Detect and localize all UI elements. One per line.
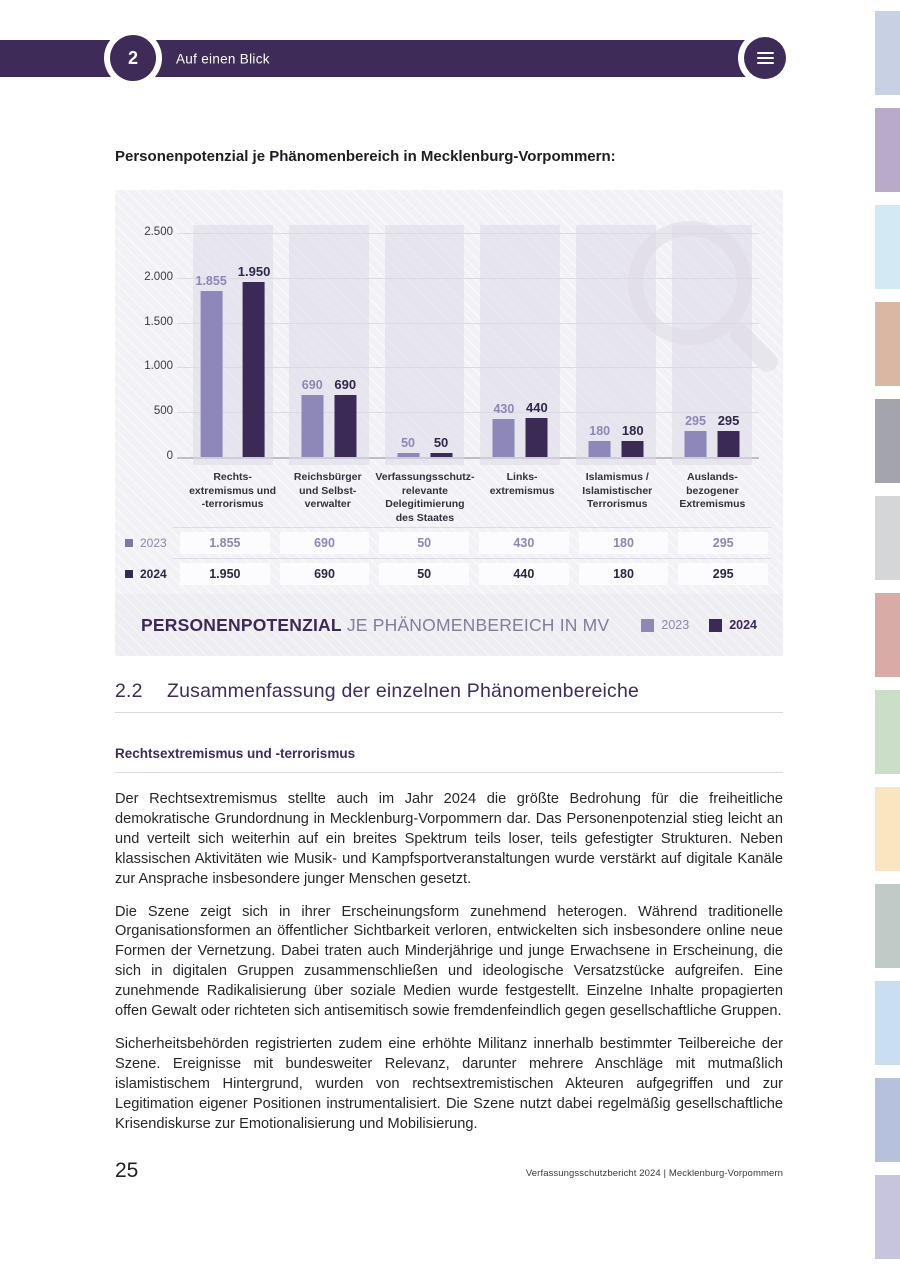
table-cell: 180	[579, 563, 669, 585]
column-band	[385, 225, 465, 465]
divider	[115, 712, 783, 713]
legend-item-2023	[641, 618, 689, 632]
chart-column	[568, 225, 664, 465]
edge-tab-7	[875, 593, 900, 677]
bar-group-2023	[301, 378, 323, 457]
table-separator	[173, 558, 771, 559]
chart-column	[377, 225, 473, 465]
table-separator	[173, 527, 771, 528]
body-text	[115, 790, 783, 1135]
series-marker-icon	[125, 539, 133, 547]
bar-value-label: 295	[717, 412, 740, 428]
legend-item-2024	[709, 618, 757, 632]
bar-value-label: 690	[301, 378, 323, 393]
body-paragraph: Die Szene zeigt sich in ihrer Erscheinungsform zunehmend heterogen. Während traditionelle Organisationsformen an öffentlicher Sichtbarkeit verloren, entwickelten sich insbesondere online neue Formen der Vernetzung. Dabei traten auch Minderjährige und junge Erwachsene in Erscheinung, die sich in digitalen Gruppen zusammenschließen und ideologische Versatzstücke aufgreifen. Eine zunehmende Radikalisierung über soziale Medien wurde festgestellt. Einzelne Inhalte propagierten offen Gewalt oder richteten sich antisemitisch sowie fremdenfeindlich gegen gesellschaftliche Gruppen.	[115, 903, 783, 1020]
bar-2023	[397, 453, 419, 458]
table-row-label: 2023	[125, 536, 175, 550]
bar-columns	[185, 225, 760, 465]
y-tick-label: 2.500	[144, 226, 173, 238]
bar-pair	[493, 400, 548, 457]
table-cell: 690	[280, 532, 370, 554]
edge-tab-5	[875, 399, 900, 483]
table-row-label: 2024	[125, 567, 175, 581]
page-footer	[115, 1159, 783, 1183]
bar-group-2024	[622, 423, 644, 457]
bar-pair	[589, 423, 644, 457]
bar-value-label: 440	[526, 399, 548, 415]
edge-tab-9	[875, 787, 900, 871]
table-cell: 50	[379, 532, 469, 554]
bar-value-label: 430	[493, 401, 515, 416]
category-label: Islamismus / Islamistischer Terrorismus	[582, 471, 653, 510]
bar-2023	[200, 291, 222, 457]
bar-value-label: 180	[589, 423, 611, 438]
y-tick-label: 2.000	[144, 270, 173, 283]
category-label: Links- extremismus	[489, 471, 555, 497]
bar-group-2024	[334, 377, 356, 457]
bar-group-2024	[238, 264, 271, 457]
edge-tab-4	[875, 302, 900, 386]
edge-tab-13	[875, 1175, 900, 1259]
bar-2024	[526, 418, 548, 457]
table-cell: 50	[379, 563, 469, 585]
body-paragraph: Sicherheitsbehörden registrierten zudem eine erhöhte Militanz innerhalb bestimmter Teilbereiche der Szene. Ereignisse mit bundesweiter Relevanz, darunter mehrere Anschläge mit mutmaßlich islamistischem Hintergrund, wurden von rechtsextremistischen Akteuren aufgegriffen und zur Legitimation eigener Positionen instrumentalisiert. Die Szene nutzt dabei regelmäßig gesellschaftliche Krisendiskurse zur Emotionalisierung und Mobilisierung.	[115, 1035, 783, 1132]
table-cell: 180	[579, 532, 669, 554]
page-content	[115, 0, 783, 1183]
chart-column	[185, 225, 281, 465]
chart-title-rest: JE PHÄNOMENBEREICH IN MV	[346, 614, 610, 635]
edge-tab-11	[875, 981, 900, 1065]
body-paragraph: Der Rechtsextremismus stellte auch im Jahr 2024 die größte Bedrohung für die freiheitliche demokratische Grundordnung in Mecklenburg-Vorpommern dar. Das Personenpotenzial stieg leicht an und verteilt sich weiterhin auf ein breites Spektrum teils loser, teils gefestigter Strukturen. Neben klassischen Aktivitäten wie Musik- und Kampfsportveranstaltungen wurde verstärkt auf digitale Kanäle zur Ansprache insbesondere junger Menschen gesetzt.	[115, 791, 783, 887]
bar-pair	[685, 413, 740, 457]
table-cell: 1.855	[180, 532, 270, 554]
bar-value-label: 1.855	[195, 273, 227, 288]
bar-group-2024	[526, 400, 548, 457]
section-heading	[115, 680, 783, 703]
bar-2023	[493, 419, 515, 458]
bar-pair	[397, 435, 452, 458]
chart-column	[281, 225, 377, 465]
bar-value-label: 690	[334, 377, 357, 393]
bar-value-label: 50	[433, 434, 449, 450]
bar-group-2023	[195, 274, 226, 457]
table-cell: 690	[280, 563, 370, 585]
subsection-heading: Rechtsextremismus und -terrorismus	[115, 746, 356, 761]
edge-tab-6	[875, 496, 900, 580]
y-tick-label: 1.000	[144, 360, 173, 373]
chart-legend	[641, 618, 757, 632]
document-reference: Verfassungsschutzbericht 2024 | Mecklenburg-Vorpommern	[525, 1167, 783, 1179]
personenpotenzial-chart	[115, 190, 783, 656]
bar-pair	[195, 264, 270, 457]
bar-group-2023	[589, 424, 611, 457]
chart-caption: Personenpotenzial je Phänomenbereich in Mecklenburg-Vorpommern:	[115, 148, 616, 165]
table-cell: 295	[678, 532, 768, 554]
bar-value-label: 50	[401, 435, 416, 450]
bar-2024	[622, 441, 644, 457]
chart-title-bold: PERSONENPOTENZIAL	[141, 614, 342, 635]
chart-column	[664, 225, 760, 465]
legend-label: 2024	[729, 618, 757, 632]
bar-value-label: 180	[621, 422, 644, 438]
edge-tab-12	[875, 1078, 900, 1162]
chart-title	[141, 615, 609, 636]
bar-value-label: 295	[685, 413, 706, 428]
edge-tab-8	[875, 690, 900, 774]
section-number: 2.2	[115, 680, 143, 702]
edge-tab-10	[875, 884, 900, 968]
bar-2024	[430, 453, 452, 458]
y-tick-label: 1.500	[144, 315, 173, 328]
table-row-2024	[125, 563, 773, 585]
bar-2023	[589, 441, 611, 457]
y-tick-label: 0	[166, 450, 173, 462]
section-title: Zusammenfassung der einzelnen Phänomenbereiche	[167, 680, 640, 702]
bar-2023	[301, 395, 323, 457]
table-cell: 440	[479, 563, 569, 585]
chart-column	[472, 225, 568, 465]
bar-pair	[301, 377, 356, 457]
edge-tab-1	[875, 11, 900, 95]
category-labels	[185, 471, 760, 525]
page-edge-tabs	[875, 0, 900, 1272]
bar-group-2023	[493, 402, 515, 458]
category-label: Auslands- bezogener Extremismus	[679, 471, 746, 510]
bar-2024	[243, 282, 265, 457]
table-row-2023	[125, 532, 773, 554]
bar-2023	[685, 431, 707, 457]
table-cell: 295	[678, 563, 768, 585]
legend-swatch-icon	[709, 619, 722, 632]
bar-value-label: 1.950	[237, 264, 271, 280]
series-marker-icon	[125, 570, 133, 578]
category-label: Reichsbürger und Selbst- verwalter	[293, 471, 362, 510]
chapter-title: Auf einen Blick	[176, 51, 270, 66]
bar-group-2024	[718, 413, 740, 457]
category-label: Verfassungsschutz- relevante Delegitimierung des Staates	[375, 471, 475, 524]
y-tick-label: 500	[153, 405, 173, 418]
bar-2024	[718, 431, 740, 457]
bar-group-2023	[397, 436, 419, 458]
bar-2024	[334, 395, 356, 457]
chart-title-bar	[115, 594, 783, 656]
edge-tab-3	[875, 205, 900, 289]
legend-swatch-icon	[641, 619, 654, 632]
bar-group-2023	[685, 414, 707, 457]
chapter-number: 2	[127, 47, 138, 68]
edge-tab-2	[875, 108, 900, 192]
divider	[115, 772, 783, 773]
page-number: 25	[115, 1158, 139, 1182]
category-label: Rechts- extremismus und -terrorismus	[189, 471, 277, 510]
table-cell: 430	[479, 532, 569, 554]
bar-group-2024	[430, 435, 452, 458]
legend-label: 2023	[661, 618, 690, 632]
table-cell: 1.950	[180, 563, 270, 585]
